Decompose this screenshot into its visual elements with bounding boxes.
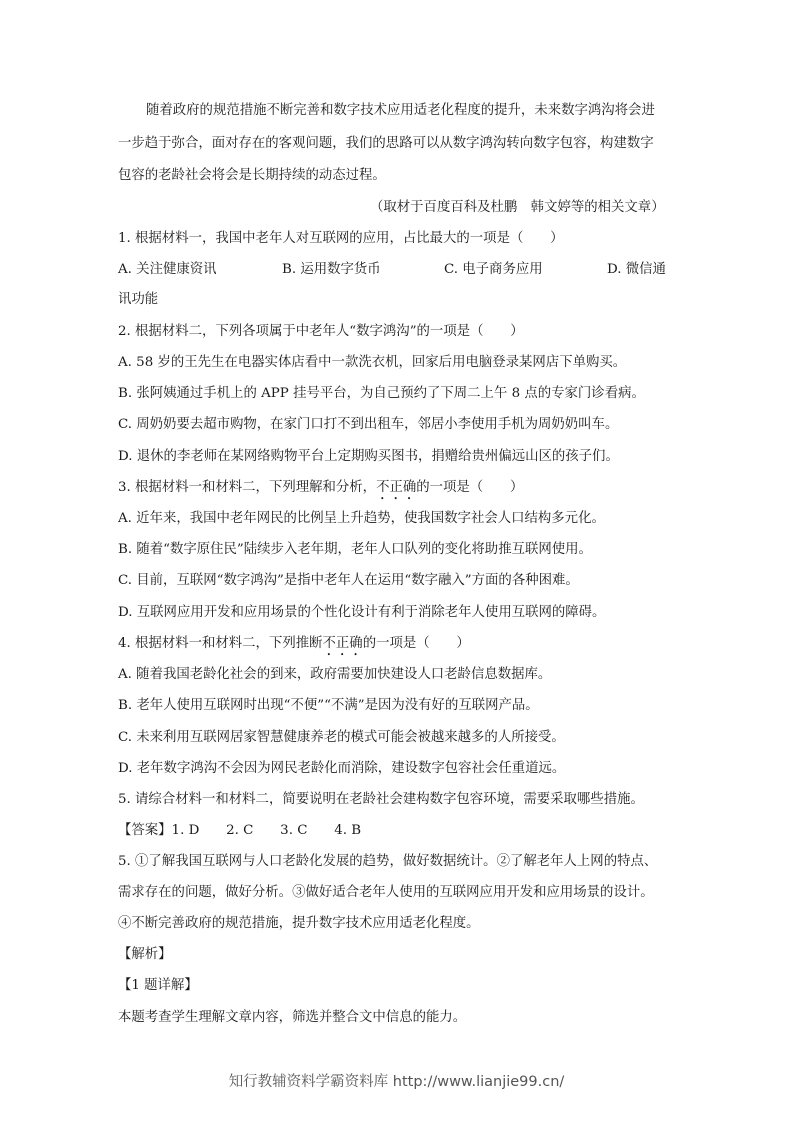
q3-option-d: D. 互联网应用开发和应用场景的个性化设计有利于消除老年人使用互联网的障碍。 — [118, 605, 606, 620]
passage-line: 一步趋于弥合，面对存在的客观问题，我们的思路可以从数字鸿沟转向数字包容，构建数字 — [118, 136, 654, 151]
stem-text: 的一项是（ ） — [416, 480, 524, 495]
q4-option-a: A. 随着我国老龄化社会的到来，政府需要加快建设人口老龄信息数据库。 — [118, 667, 552, 682]
q1-option-d: D. 微信通 — [607, 262, 666, 277]
emphasis-text: 不正确 — [376, 480, 417, 495]
q4-option-d: D. 老年数字鸿沟不会因为网民老龄化而消除，建设数字包容社会任重道远。 — [118, 761, 566, 776]
q4-option-b: B. 老年人使用互联网时出现“不便”“不满”是因为没有好的互联网产品。 — [118, 698, 539, 713]
question-3-stem — [118, 478, 523, 503]
q1-option-c: C. 电子商务应用 — [444, 262, 543, 277]
q2-option-c: C. 周奶奶要去超市购物，在家门口打不到出租车，邻居小李使用手机为周奶奶叫车。 — [118, 417, 619, 432]
question-5-stem: 5. 请综合材料一和材料二，简要说明在老龄社会建构数字包容环境，需要采取哪些措施。 — [118, 792, 644, 807]
analysis-heading: 【解析】 — [118, 947, 172, 962]
analysis-subheading: 【1 题详解】 — [118, 978, 198, 993]
source-citation: （取材于百度百科及杜鹏 韩文婷等的相关文章） — [370, 200, 665, 215]
stem-text: 的一项是（ ） — [362, 636, 470, 651]
answer-5-line: ④不断完善政府的规范措施，提升数字技术应用适老化程度。 — [118, 916, 480, 931]
footer-watermark: 知行教辅资料学霸资料库 http://www.lianjie99.cn/ — [228, 1074, 565, 1090]
passage-line: 随着政府的规范措施不断完善和数字技术应用适老化程度的提升，未来数字鸿沟将会进 — [146, 103, 655, 118]
q3-option-a: A. 近年来，我国中老年网民的比例呈上升趋势，使我国数字社会人口结构多元化。 — [118, 511, 605, 526]
answer-5-line: 需求存在的问题，做好分析。③做好适合老年人使用的互联网应用开发和应用场景的设计。 — [118, 885, 654, 900]
emphasis-text: 不正确 — [322, 636, 363, 651]
q2-option-b: B. 张阿姨通过手机上的 APP 挂号平台，为自己预约了下周二上午 8 点的专家门诊看病。 — [118, 386, 645, 401]
q2-option-d: D. 退休的李老师在某网络购物平台上定期购买图书，捐赠给贵州偏远山区的孩子们。 — [118, 449, 619, 464]
answer-5-line: 5. ①了解我国互联网与人口老龄化发展的趋势，做好数据统计。②了解老年人上网的特点、 — [118, 854, 658, 869]
q1-option-a: A. 关注健康资讯 — [118, 262, 217, 277]
stem-text: 3. 根据材料一和材料二，下列理解和分析， — [118, 480, 377, 495]
question-4-stem — [118, 634, 470, 659]
question-1-stem: 1. 根据材料一，我国中老年人对互联网的应用，占比最大的一项是（ ） — [118, 231, 564, 246]
question-2-stem: 2. 根据材料二，下列各项属于中老年人“数字鸿沟”的一项是（ ） — [118, 324, 524, 339]
stem-text: 4. 根据材料一和材料二，下列推断 — [118, 636, 323, 651]
q3-option-c: C. 目前，互联网“数字鸿沟”是指中老年人在运用“数字融入”方面的各种困难。 — [118, 573, 579, 588]
q4-option-c: C. 未来利用互联网居家智慧健康养老的模式可能会被越来越多的人所接受。 — [118, 730, 565, 745]
analysis-text: 本题考查学生理解文章内容，筛选并整合文中信息的能力。 — [118, 1010, 467, 1025]
passage-line: 包容的老龄社会将会是长期持续的动态过程。 — [118, 168, 386, 183]
q1-option-b: B. 运用数字货币 — [282, 262, 381, 277]
answer-line: 【答案】1. D 2. C 3. C 4. B — [118, 823, 362, 838]
q1-option-d-continued: 讯功能 — [118, 292, 159, 307]
q3-option-b: B. 随着“数字原住民”陆续步入老年期，老年人口队列的变化将助推互联网使用。 — [118, 542, 592, 557]
q2-option-a: A. 58 岁的王先生在电器实体店看中一款洗衣机，回家后用电脑登录某网店下单购买。 — [118, 355, 627, 370]
